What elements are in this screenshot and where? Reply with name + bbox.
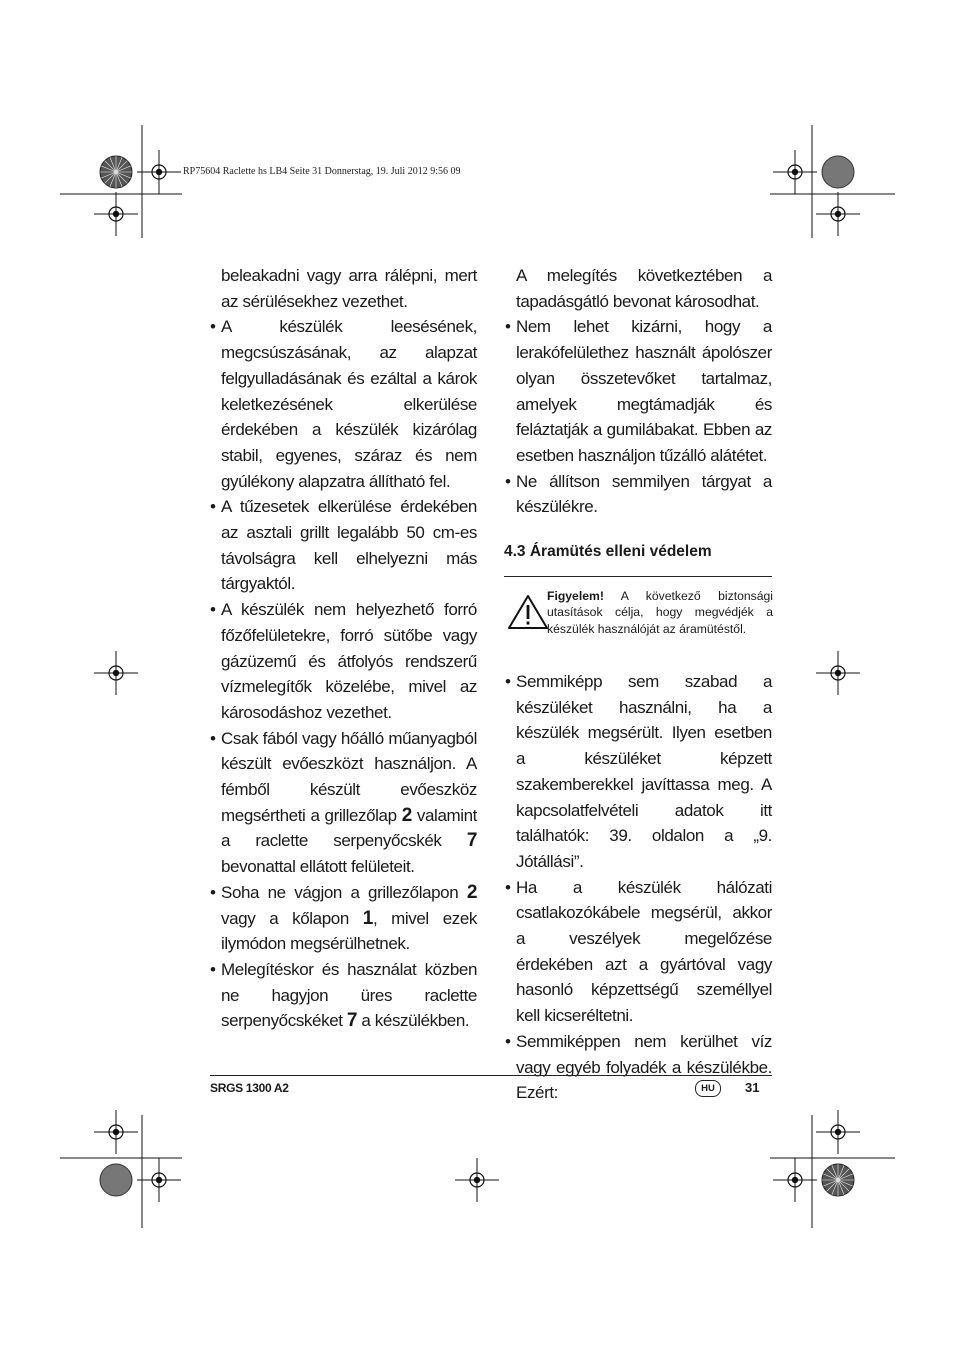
continuation-text: beleakadni vagy arra rálépni, mert az sérülésekhez vezethet. <box>221 266 477 311</box>
warning-label: Figyelem! <box>547 589 604 604</box>
list-item: • Melegítéskor és használat közben ne hagyjon üres raclette serpenyőcskéket 7 a készülékben. <box>221 957 477 1034</box>
bullet-icon: • <box>505 877 511 897</box>
bullet-icon: • <box>210 959 216 979</box>
bullet-icon: • <box>505 672 511 692</box>
bullet-icon: • <box>505 1031 511 1051</box>
footer-rule <box>210 1075 772 1076</box>
bullet-icon: • <box>210 728 216 748</box>
list-item: • Ha a készülék hálózati csatlakozókábele megsérül, akkor a veszélyek megelőzése érdekében azt a gyártóval vagy hasonló képzettségű személlyel kell kicseréltetni. <box>516 875 772 1029</box>
bullet-icon: • <box>210 882 216 902</box>
part-number: 2 <box>401 804 412 826</box>
bullet-icon: • <box>505 471 511 491</box>
footer-model: SRGS 1300 A2 <box>210 1081 289 1095</box>
list-item: • Semmiképp sem szabad a készüléket használni, ha a készülék megsérült. Ilyen esetben a készüléket képzett szakemberekkel javíttassa meg. A kapcsolatfelvételi adatok itt találhatók: 39. oldalon a „9. Jótállási”. <box>516 669 772 875</box>
warning-triangle-icon <box>506 593 550 631</box>
section-heading: 4.3 Áramütés elleni védelem <box>504 543 712 561</box>
bullet-icon: • <box>210 497 216 517</box>
list-item: • Nem lehet kizárni, hogy a lerakófelülethez használt ápolószer olyan összetevőket tartalmaz, amelyek megtámadják és feláztatják a gumilábakat. Ebben az esetben használjon tűzálló alátétet. <box>516 314 772 468</box>
left-column <box>210 263 478 1034</box>
list-item: • A készülék nem helyezhető forró főzőfelületekre, forró sütőbe vagy gázüzemű és átfolyós rendszerű vízmelegítők közelébe, mivel az károsodáshoz vezethet. <box>221 597 477 726</box>
list-item: • Soha ne vágjon a grillezőlapon 2 vagy a kőlapon 1, mivel ezek ilymódon megsérülhetnek. <box>210 881 477 954</box>
language-badge: HU <box>695 1080 721 1097</box>
continuation-text: A melegítés következtében a tapadásgátló bevonat károsodhat. <box>516 266 772 311</box>
warning-box <box>504 576 772 661</box>
list-item: • A tűzesetek elkerülése érdekében az asztali grillt legalább 50 cm-es távolságra kell elhelyezni más tárgyaktól. <box>221 494 477 597</box>
right-column <box>504 263 773 1106</box>
bullet-icon: • <box>210 600 216 620</box>
list-item: • Semmiképpen nem kerülhet víz vagy egyéb folyadék a készülékbe. Ezért: <box>516 1029 772 1106</box>
warning-text: Figyelem! A következő biztonsági utasítások célja, hogy megvédjék a készülék használóját az áramütéstől. <box>547 589 773 636</box>
bullet-icon: • <box>505 317 511 337</box>
list-item: • Csak fából vagy hőálló műanyagból készült evőeszközt használjon. A fémből készült evőeszköz megsértheti a grillezőlap 2 valamint a raclette serpenyőcskék 7 bevonattal ellátott felületeit. <box>221 726 477 880</box>
page-number: 31 <box>745 1080 760 1095</box>
print-header: RP75604 Raclette hs LB4 Seite 31 Donnerstag, 19. Juli 2012 9:56 09 <box>183 166 461 177</box>
part-number: 7 <box>466 830 477 852</box>
bullet-icon: • <box>210 317 216 337</box>
list-item: • A készülék leesésének, megcsúszásának, az alapzat felgyulladásának és ezáltal a károk keletkezésének elkerülése érdekében a készülék kizárólag stabil, egyenes, száraz és nem gyúlékony alapzatra állítható fel. <box>221 314 477 494</box>
part-number: 1 <box>362 907 373 929</box>
part-number: 7 <box>346 1010 358 1032</box>
list-item: • Ne állítson semmilyen tárgyat a készülékre. <box>516 469 772 520</box>
part-number: 2 <box>466 881 477 903</box>
